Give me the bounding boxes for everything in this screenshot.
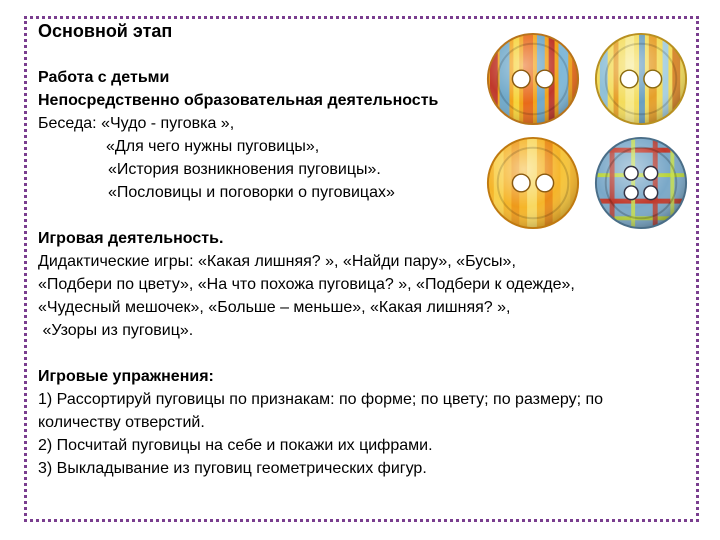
game-line: «Узоры из пуговиц». — [38, 322, 194, 339]
game-line: Дидактические игры: «Какая лишняя? », «Найди пару», «Бусы», — [38, 253, 516, 270]
exercise-line: 2) Посчитай пуговицы на себе и покажи их цифрами. — [38, 437, 433, 454]
striped-yellow-button-icon — [592, 30, 690, 128]
game-line: «Чудесный мешочек», «Больше – меньше», «Какая лишняя? », — [38, 299, 511, 316]
exercise-heading: Игровые упражнения: — [38, 368, 214, 385]
talk-line: «История возникновения пуговицы». — [108, 161, 381, 178]
talk-line: Беседа: «Чудо - пуговка », — [38, 115, 235, 132]
striped-orange-button-icon — [484, 30, 582, 128]
exercise-line: 3) Выкладывание из пуговиц геометрических фигур. — [38, 460, 427, 477]
orange-button-icon — [484, 134, 582, 232]
page-title: Основной этап — [38, 21, 173, 41]
blue-plaid-button-icon — [592, 134, 690, 232]
game-heading: Игровая деятельность. — [38, 230, 224, 247]
work-label: Работа с детьми — [38, 69, 170, 86]
exercise-line: количеству отверстий. — [38, 414, 205, 431]
game-line: «Подбери по цвету», «На что похожа пуговица? », «Подбери к одежде», — [38, 276, 575, 293]
talk-line: «Для чего нужны пуговицы», — [106, 138, 320, 155]
buttons-illustration — [480, 30, 700, 230]
nod-label: Непосредственно образовательная деятельность — [38, 92, 439, 109]
exercise-line: 1) Рассортируй пуговицы по признакам: по форме; по цвету; по размеру; по — [38, 391, 604, 408]
talk-line: «Пословицы и поговорки о пуговицах» — [108, 184, 395, 201]
